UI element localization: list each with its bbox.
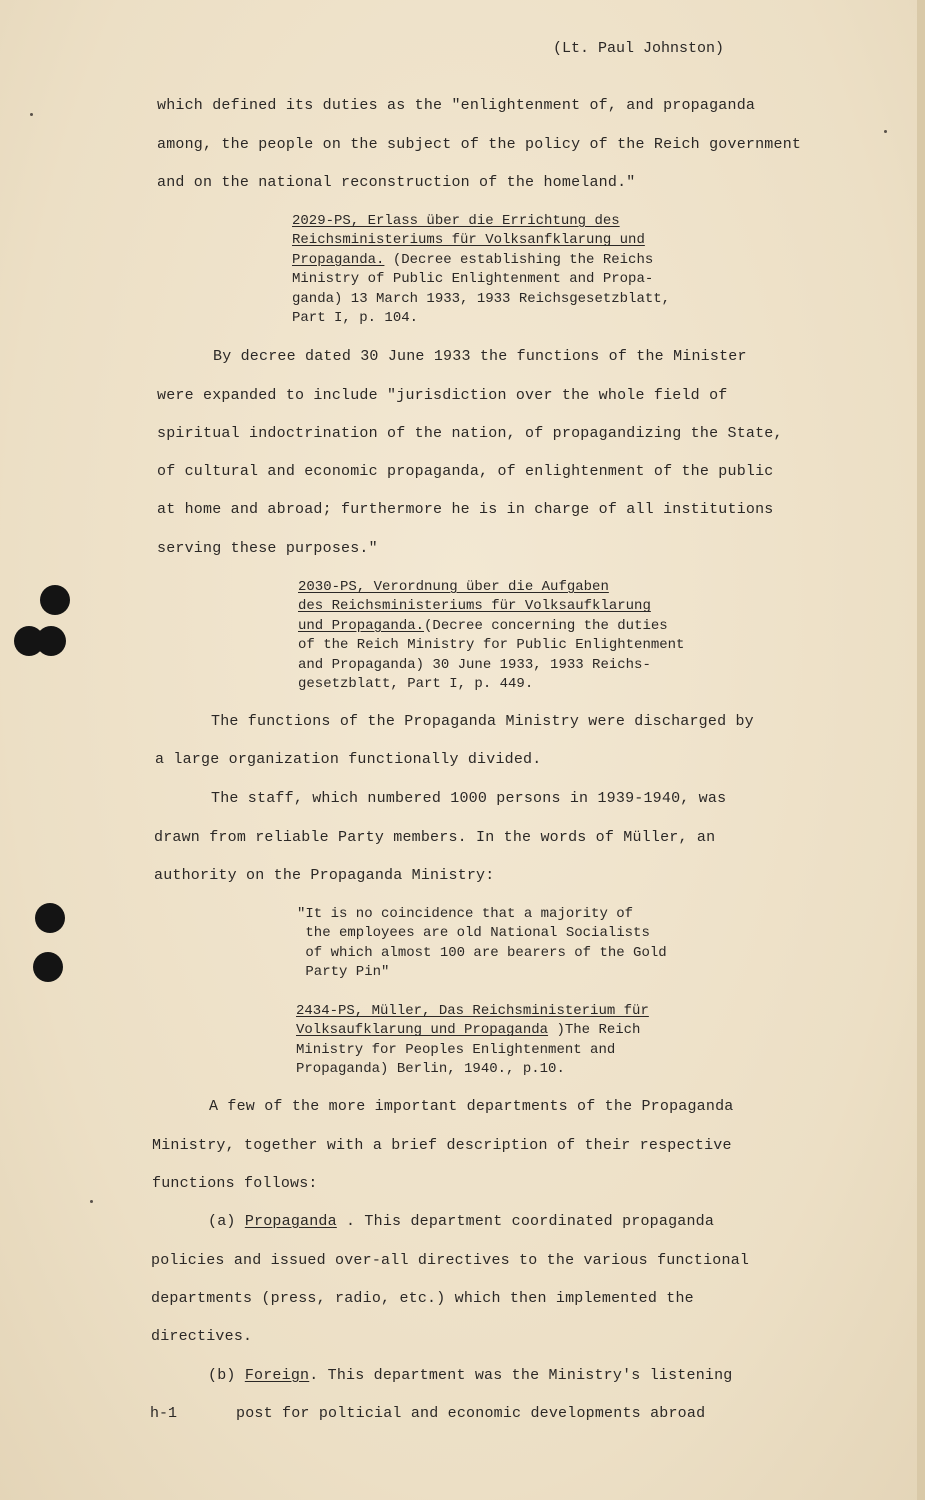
body-line: spiritual indoctrination of the nation, of propagandizing the State, — [157, 425, 783, 442]
citation-text: gesetzblatt, Part I, p. 449. — [298, 676, 534, 693]
item-prefix: (b) — [208, 1367, 245, 1384]
department-item-propaganda — [208, 1213, 714, 1230]
department-heading: Foreign — [244, 1367, 310, 1384]
body-line: which defined its duties as the "enlightenment of, and propaganda — [157, 97, 756, 114]
punch-hole — [36, 626, 66, 656]
citation-text: Propaganda) Berlin, 1940., p.10. — [296, 1061, 565, 1078]
body-line: departments (press, radio, etc.) which then implemented the — [151, 1290, 694, 1307]
department-heading: Propaganda — [244, 1213, 337, 1230]
item-text: . This department coordinated propaganda — [336, 1213, 715, 1230]
citation-title: des Reichsministeriums für Volksaufklarung — [298, 598, 651, 615]
body-line: and on the national reconstruction of the homeland." — [157, 174, 636, 191]
body-line: among, the people on the subject of the policy of the Reich government — [157, 136, 802, 153]
body-line: The functions of the Propaganda Ministry were discharged by — [211, 713, 754, 730]
citation-text: Ministry of Public Enlightenment and Propa- — [292, 271, 654, 288]
paper-edge — [917, 0, 925, 1500]
punch-hole — [40, 585, 70, 615]
paper-speck — [90, 1200, 93, 1203]
punch-hole — [33, 952, 63, 982]
body-line: directives. — [151, 1328, 253, 1345]
body-line: The staff, which numbered 1000 persons in 1939-1940, was — [211, 790, 727, 807]
paper-speck — [884, 130, 887, 133]
citation-text: and Propaganda) 30 June 1933, 1933 Reichs- — [298, 656, 651, 673]
quote-block — [297, 905, 667, 983]
citation-2029-ps — [292, 212, 670, 328]
citation-2434-ps — [296, 1002, 649, 1080]
body-line: policies and issued over-all directives to the various functional — [151, 1252, 750, 1269]
body-line: post for polticial and economic developments abroad — [236, 1405, 706, 1422]
citation-title: 2434-PS, Müller, Das Reichsministerium für — [296, 1003, 649, 1019]
body-line: A few of the more important departments of the Propaganda — [209, 1098, 734, 1115]
citation-text: (Decree establishing the Reichs — [384, 251, 654, 268]
author-header: (Lt. Paul Johnston) — [553, 40, 725, 57]
body-line: a large organization functionally divided. — [155, 751, 542, 768]
body-line: Ministry, together with a brief description of their respective — [152, 1137, 732, 1154]
item-text: . This department was the Ministry's listening — [309, 1367, 733, 1384]
body-line: By decree dated 30 June 1933 the functions of the Minister — [213, 348, 747, 365]
citation-2030-ps — [298, 578, 684, 694]
body-line: functions follows: — [152, 1175, 318, 1192]
citation-title: 2030-PS, Verordnung über die Aufgaben — [298, 579, 609, 595]
item-prefix: (a) — [208, 1213, 245, 1230]
citation-text: ganda) 13 March 1933, 1933 Reichsgesetzblatt, — [292, 290, 671, 307]
quote-line: the employees are old National Socialists — [297, 925, 650, 942]
quote-line: Party Pin" — [297, 964, 390, 981]
body-line: authority on the Propaganda Ministry: — [154, 867, 495, 884]
punch-hole — [35, 903, 65, 933]
citation-title: 2029-PS, Erlass über die Errichtung des — [292, 213, 620, 229]
quote-line: "It is no coincidence that a majority of — [297, 906, 634, 922]
citation-text: of the Reich Ministry for Public Enlightenment — [298, 637, 685, 654]
body-line: at home and abroad; furthermore he is in charge of all institutions — [157, 501, 774, 518]
body-line: of cultural and economic propaganda, of enlightenment of the public — [157, 463, 774, 480]
page-mark: h-1 — [150, 1405, 178, 1422]
citation-text: )The Reich — [548, 1022, 641, 1039]
citation-text: Ministry for Peoples Enlightenment and — [296, 1041, 616, 1058]
citation-title: Reichsministeriums für Volksanfklarung und — [292, 232, 645, 249]
citation-text: Part I, p. 104. — [292, 310, 419, 327]
citation-title: Propaganda. — [292, 251, 385, 268]
citation-text: (Decree concerning the duties — [424, 617, 668, 634]
department-item-foreign — [208, 1367, 733, 1384]
body-line: drawn from reliable Party members. In the words of Müller, an — [154, 829, 716, 846]
quote-line: of which almost 100 are bearers of the Gold — [297, 944, 667, 961]
body-line: serving these purposes." — [157, 540, 378, 557]
citation-title: und Propaganda. — [298, 617, 425, 634]
citation-title: Volksaufklarung und Propaganda — [296, 1022, 549, 1039]
body-line: were expanded to include "jurisdiction over the whole field of — [157, 387, 728, 404]
paper-speck — [30, 113, 33, 116]
